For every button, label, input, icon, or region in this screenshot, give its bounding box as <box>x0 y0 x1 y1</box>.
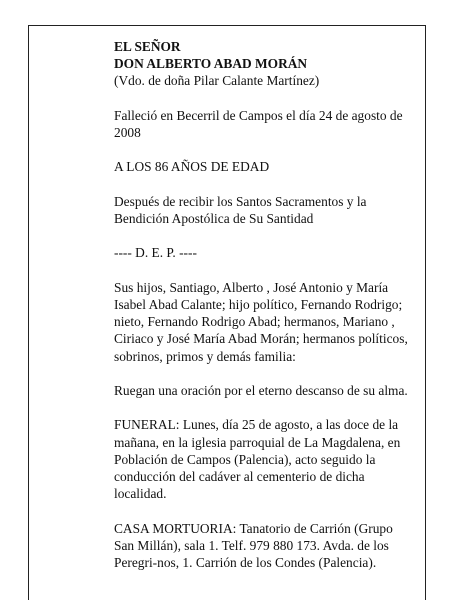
death-info <box>114 107 414 141</box>
title: EL SEÑOR <box>114 39 181 54</box>
mortuary-line: Peregri-nos, 1. Carrión de los Condes (Palencia). <box>114 554 377 570</box>
family-line: sobrinos, primos y demás familia: <box>114 348 296 364</box>
mortuary-line: San Millán), sala 1. Telf. 979 880 173. Avda. de los <box>114 537 389 553</box>
age-line: A LOS 86 AÑOS DE EDAD <box>114 159 270 175</box>
death-line-1: Falleció en Becerril de Campos el día 24 de agosto de <box>114 107 403 123</box>
prayer-block <box>114 382 414 399</box>
rip-line <box>114 244 414 261</box>
sacraments-line-1: Después de recibir los Santos Sacramentos y la <box>114 193 367 209</box>
death-line-2: 2008 <box>114 125 141 140</box>
family-block <box>114 279 414 365</box>
funeral-line: Población de Campos (Palencia), acto seguido la <box>114 451 376 467</box>
mortuary-line: CASA MORTUORIA: Tanatorio de Carrión (Grupo <box>114 520 393 536</box>
family-line: Sus hijos, Santiago, Alberto , José Antonio y María <box>114 279 389 295</box>
prayer-line: Ruegan una oración por el eterno descanso de su alma. <box>114 382 408 398</box>
funeral-line: FUNERAL: Lunes, día 25 de agosto, a las doce de la <box>114 417 399 433</box>
funeral-line: conducción del cadáver al cementerio de dicha <box>114 468 365 484</box>
age-info <box>114 158 414 175</box>
funeral-block <box>114 416 414 502</box>
deceased-name: DON ALBERTO ABAD MORÁN <box>114 56 308 72</box>
family-line: nieto, Fernando Rodrigo Abad; hermanos, Mariano , <box>114 314 395 330</box>
sacraments-info <box>114 193 414 227</box>
funeral-line: mañana, en la iglesia parroquial de La Magdalena, en <box>114 434 401 450</box>
mortuary-block <box>114 520 414 572</box>
family-line: Isabel Abad Calante; hijo político, Fernando Rodrigo; <box>114 296 403 312</box>
funeral-line: localidad. <box>114 486 167 502</box>
sacraments-line-2: Bendición Apostólica de Su Santidad <box>114 210 314 226</box>
obituary-text <box>114 38 414 588</box>
widow-of: (Vdo. de doña Pilar Calante Martínez) <box>114 73 320 89</box>
family-line: Ciriaco y José María Abad Morán; hermanos políticos, <box>114 331 408 347</box>
rip-text: ---- D. E. P. ---- <box>114 245 197 261</box>
header-block <box>114 38 414 90</box>
